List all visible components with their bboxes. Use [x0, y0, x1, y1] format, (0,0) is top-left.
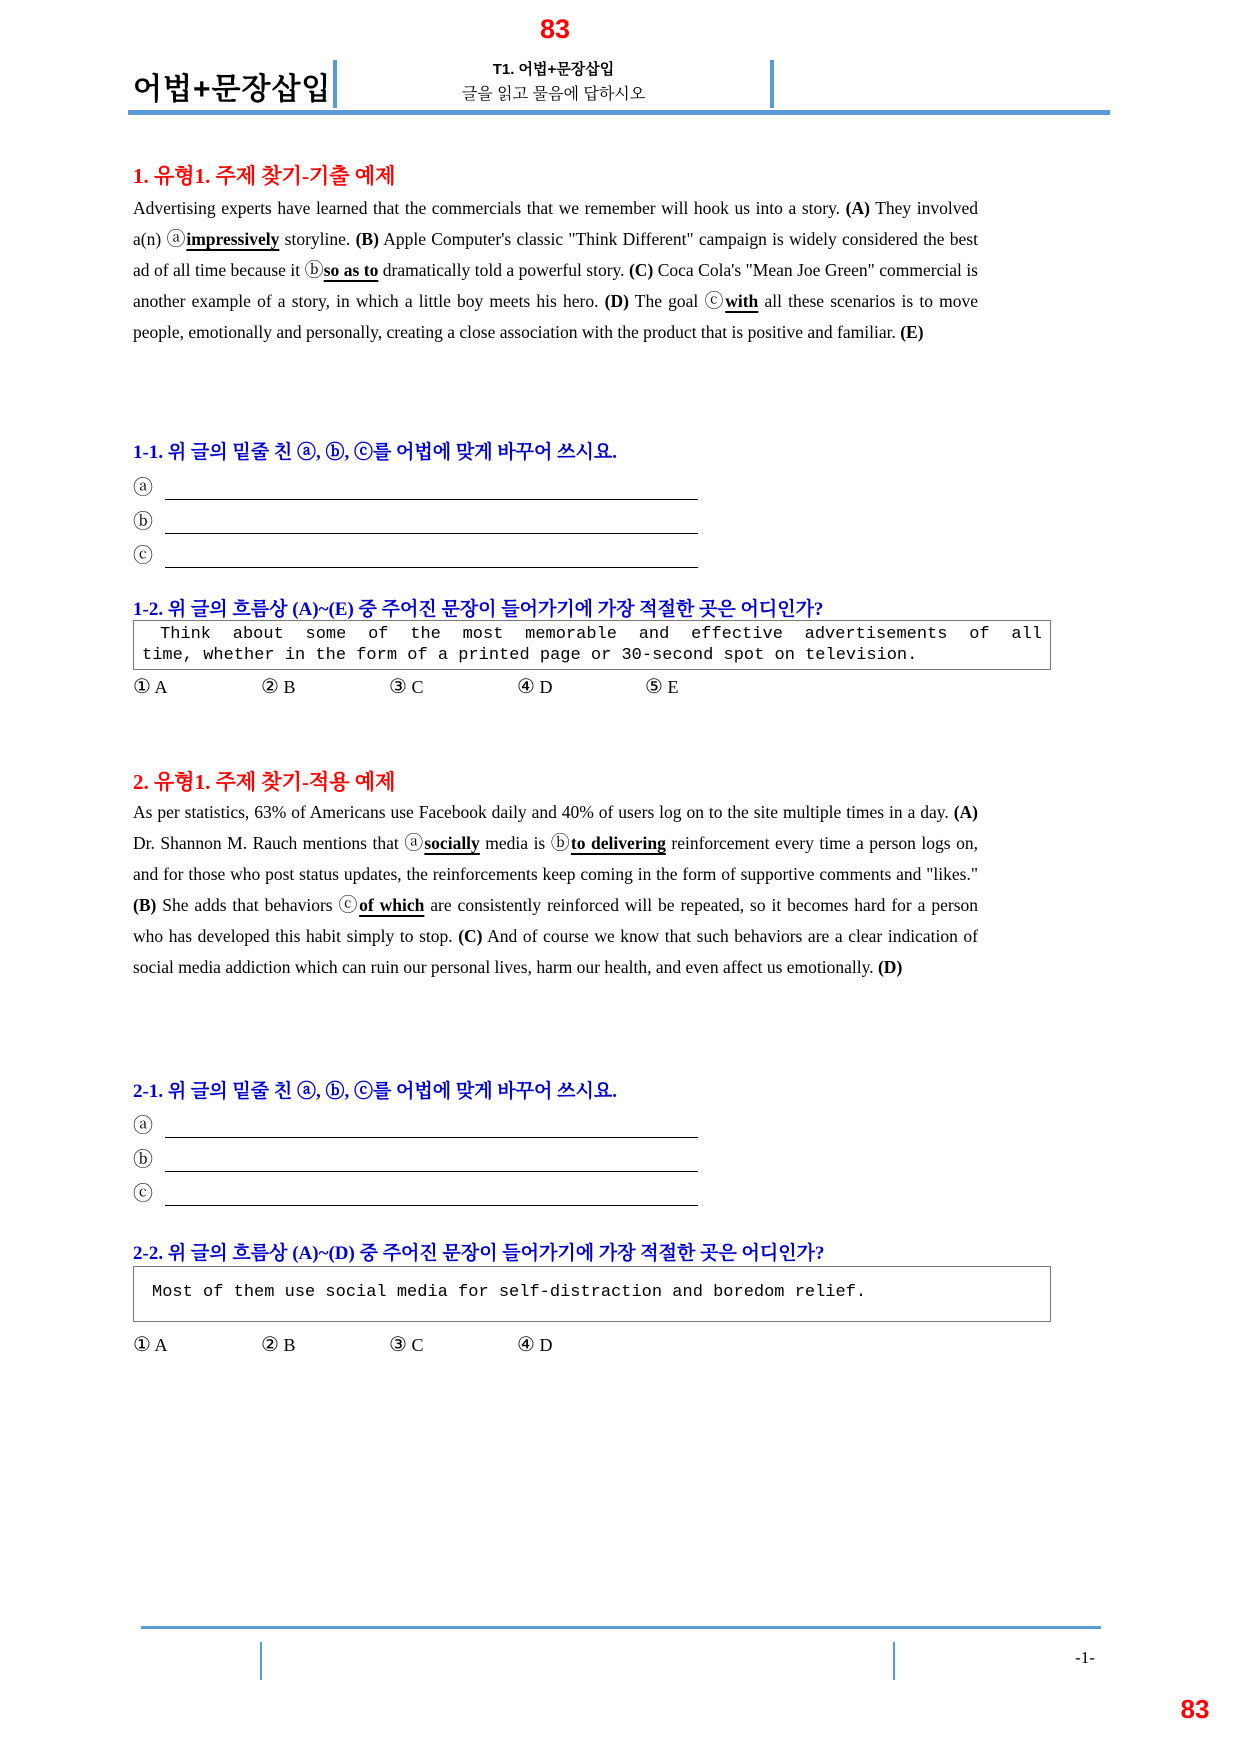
underlined-phrase: with: [725, 291, 759, 311]
question-text: 위 글의 흐름상 (A)~(D) 중 주어진 문장이 들어가기에 가장 적절한 곳은 어디인가?: [167, 1243, 825, 1264]
circled-letter: ⓐ: [166, 229, 187, 250]
question-text: 위 글의 흐름상 (A)~(E) 중 주어진 문장이 들어가기에 가장 적절한 곳은 어디인가?: [167, 599, 824, 620]
answer-blank-row: [133, 466, 698, 500]
option-marker: ③: [389, 676, 407, 698]
option-label: D: [539, 677, 553, 697]
passage-text: Dr. Shannon M. Rauch mentions that: [133, 833, 405, 853]
answer-blank-line: [165, 541, 698, 568]
option-marker: ④: [517, 1334, 535, 1356]
footer-rule: [141, 1626, 1101, 1629]
option-marker: ③: [389, 1334, 407, 1356]
question-text: 위 글의 밑줄 친 ⓐ, ⓑ, ⓒ를 어법에 맞게 바꾸어 쓰시요.: [167, 1081, 617, 1102]
circled-letter: ⓒ: [133, 545, 153, 567]
top-page-number: 83: [539, 14, 571, 44]
option-d: [517, 674, 645, 699]
underlined-phrase: so as to: [323, 260, 379, 280]
passage-text: And of course we know that such behaviors are a clear indication of social media addiction which can ruin our personal lives, harm our health, and even affect us emotionally.: [133, 926, 978, 977]
header-center: [337, 58, 770, 108]
option-b: [261, 674, 389, 699]
passage-text: They involved a(n): [133, 198, 979, 249]
underlined-phrase: of which: [359, 895, 425, 915]
answer-blank-line: [165, 1179, 698, 1206]
circled-letter: ⓑ: [304, 260, 324, 281]
header-rule: [128, 110, 1110, 115]
answer-blank-row: [133, 500, 698, 534]
question-text: 위 글의 밑줄 친 ⓐ, ⓑ, ⓒ를 어법에 맞게 바꾸어 쓰시요.: [167, 442, 617, 463]
underlined-phrase: socially: [424, 833, 480, 853]
question-number: 1-2.: [133, 599, 164, 620]
answer-blank-row: [133, 534, 698, 568]
footer-divider-bar-right: [893, 1642, 895, 1680]
header-instruction: 글을 읽고 물음에 답하시오: [461, 86, 646, 103]
insert-sentence-box-2: [133, 1266, 1051, 1322]
option-d: [517, 1332, 645, 1357]
question-number: 2-2.: [133, 1243, 164, 1264]
circled-letter: ⓐ: [133, 477, 153, 499]
passage-text: are consistently reinforced will be repeated, so it becomes hard for a person who has developed this habit simply to stop.: [133, 895, 978, 946]
option-label: E: [667, 677, 679, 697]
answer-blank-line: [165, 473, 698, 500]
passage-2: [133, 797, 978, 983]
option-e: [645, 674, 773, 699]
position-marker: (E): [900, 322, 924, 342]
insert-sentence-box-1: [133, 620, 1051, 670]
passage-text: storyline.: [279, 229, 356, 249]
passage-text: She adds that behaviors: [156, 895, 339, 915]
circled-letter: ⓐ: [133, 1115, 153, 1137]
answer-blanks-1-1: [133, 466, 698, 568]
circled-letter: ⓒ: [338, 895, 360, 916]
insert-sentence-line: Most of them use social media for self-distraction and boredom relief.: [152, 1283, 867, 1302]
answer-blank-line: [165, 1111, 698, 1138]
position-marker: (A): [953, 802, 978, 822]
header-divider-bar-right: [770, 60, 774, 108]
passage-text: The goal: [628, 291, 705, 311]
circled-letter: ⓑ: [133, 1149, 153, 1171]
section-1-title: 1. 유형1. 주제 찾기-기출 예제: [133, 164, 396, 188]
passage-text: media is: [479, 833, 551, 853]
answer-blanks-2-1: [133, 1104, 698, 1206]
option-marker: ②: [261, 676, 279, 698]
circled-letter: ⓑ: [550, 833, 571, 854]
header-unit-title: 어법+문장삽입: [133, 73, 332, 106]
question-2-2-title: [133, 1238, 824, 1265]
option-marker: ⑤: [645, 676, 663, 698]
answer-blank-row: [133, 1104, 698, 1138]
option-a: [133, 674, 261, 699]
option-label: C: [411, 677, 424, 697]
circled-letter: ⓑ: [133, 511, 153, 533]
answer-blank-line: [165, 507, 698, 534]
option-label: B: [283, 1335, 296, 1355]
passage-text: Coca Cola's "Mean Joe Green" commercial is another example of a story, in which a little boy meets his hero.: [133, 260, 978, 311]
question-1-1-title: [133, 437, 617, 464]
question-number: 1-1.: [133, 442, 164, 463]
circled-letter: ⓐ: [404, 833, 425, 854]
passage-text: reinforcement every time a person logs on, and for those who post status updates, the reinforcements keep coming in the form of supportive comments and "likes.": [133, 833, 978, 884]
circled-letter: ⓒ: [704, 291, 726, 312]
option-label: A: [154, 1335, 168, 1355]
answer-blank-row: [133, 1138, 698, 1172]
footer-page-number: -1-: [1075, 1648, 1095, 1667]
position-marker: (C): [628, 260, 654, 280]
options-row-2-2: [133, 1332, 645, 1357]
option-label: D: [539, 1335, 553, 1355]
option-marker: ④: [517, 676, 535, 698]
options-row-1-2: [133, 674, 773, 699]
passage-1: [133, 193, 978, 348]
option-label: C: [411, 1335, 424, 1355]
answer-blank-row: [133, 1172, 698, 1206]
option-c: [389, 1332, 517, 1357]
underlined-phrase: to delivering: [570, 833, 666, 853]
bottom-page-number: 83: [1180, 1694, 1210, 1724]
option-marker: ①: [133, 676, 151, 698]
question-number: 2-1.: [133, 1081, 164, 1102]
underlined-phrase: impressively: [186, 229, 280, 249]
question-2-1-title: [133, 1076, 617, 1103]
option-b: [261, 1332, 389, 1357]
option-label: A: [154, 677, 168, 697]
position-marker: (B): [133, 895, 157, 915]
option-label: B: [283, 677, 296, 697]
position-marker: (D): [877, 957, 903, 977]
insert-sentence-line: time, whether in the form of a printed page or 30-second spot on television.: [142, 646, 918, 665]
answer-blank-line: [165, 1145, 698, 1172]
option-marker: ②: [261, 1334, 279, 1356]
circled-letter: ⓒ: [133, 1183, 153, 1205]
passage-text: Advertising experts have learned that the commercials that we remember will hook us into a story.: [133, 198, 846, 218]
option-c: [389, 674, 517, 699]
passage-text: Apple Computer's classic "Think Different" campaign is widely considered the best ad of all time because it: [133, 229, 978, 280]
header-lesson-title: T1. 어법+문장삽입: [492, 61, 615, 78]
passage-text: dramatically told a powerful story.: [378, 260, 629, 280]
question-1-2-title: [133, 594, 823, 621]
option-a: [133, 1332, 261, 1357]
section-2-title: 2. 유형1. 주제 찾기-적용 예제: [133, 770, 396, 794]
position-marker: (C): [458, 926, 483, 946]
option-marker: ①: [133, 1334, 151, 1356]
passage-text: As per statistics, 63% of Americans use Facebook daily and 40% of users log on to the site multiple times in a day.: [133, 802, 954, 822]
position-marker: (D): [604, 291, 629, 311]
position-marker: (A): [845, 198, 870, 218]
footer-divider-bar-left: [260, 1642, 262, 1680]
passage-text: all these scenarios is to move people, emotionally and personally, creating a close association with the product that is positive and familiar.: [133, 291, 978, 342]
insert-sentence-line: Think about some of the most memorable and effective advertisements of all: [160, 625, 1042, 644]
position-marker: (B): [355, 229, 379, 249]
